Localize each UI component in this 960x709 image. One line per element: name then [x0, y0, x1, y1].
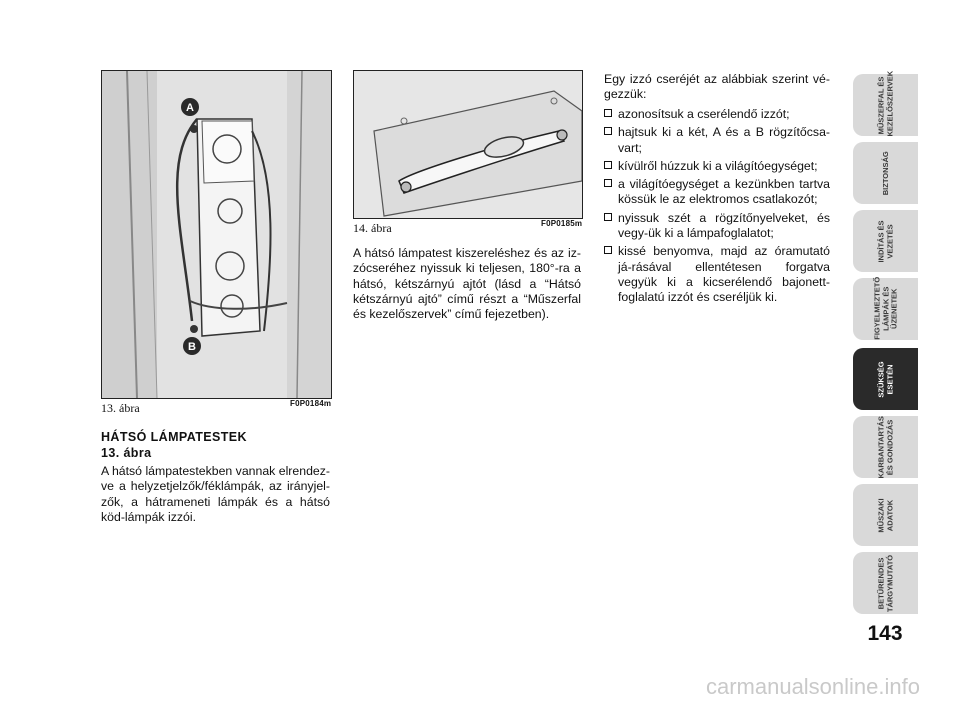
step-item [604, 125, 830, 156]
checkbox-bullet-icon [604, 109, 612, 117]
checkbox-bullet-icon [604, 179, 612, 187]
step-item [604, 177, 830, 208]
step-text: hajtsuk ki a két, A és a B rögzítőcsa-vart; [618, 125, 830, 155]
section-intro: A hátsó lámpatestekben vannak elrendez-ve a helyzetjelzők/féklámpák, az irányjel-zők, a hátrameneti lámpák és a hátsó köd-lámpák izzói. [101, 464, 331, 524]
step-text: nyissuk szét a rögzítőnyelveket, és vegy-ük ki a lámpafoglalatot; [618, 210, 830, 241]
step-text: a világítóegységet a kezünkben tartva kössük le az elektromos csatlakozót; [618, 177, 830, 207]
replacement-intro: Egy izzó cseréjét az alábbiak szerint vé-gezzük: [604, 72, 830, 102]
section-title: HÁTSÓ LÁMPATESTEK [101, 430, 247, 444]
tab-emergency[interactable]: SZÜKSÉG ESETÉN [853, 348, 918, 410]
door-hinge-illustration [354, 71, 582, 218]
step-text: kívülről húzzuk ki a világítóegységet; [618, 158, 818, 173]
tab-starting-driving[interactable]: INDÍTÁS ÉS VEZETÉS [853, 210, 918, 272]
tab-dashboard-controls[interactable]: MŰSZERFAL ÉS KEZELŐSZERVEK [853, 74, 918, 136]
tab-maintenance[interactable]: KARBANTARTÁS ÉS GONDOZÁS [853, 416, 918, 478]
door-opening-instructions: A hátsó lámpatest kiszereléshez és az iz-zócseréhez nyissuk ki teljesen, 180°-ra a hátsó, kétszárnyú ajtót (lásd a “Hátsó kétszárnyú ajtó” című részt a “Műszerfal és kezelőszervek” című fejezetben). [353, 246, 581, 322]
step-text: azonosítsuk a cserélendő izzót; [618, 107, 790, 121]
section-subtitle: 13. ábra [101, 446, 152, 460]
checkbox-bullet-icon [604, 213, 612, 221]
figure-13-caption: 13. ábra [101, 401, 140, 415]
step-text: kissé benyomva, majd az óramutató já-rásával ellentétesen forgatva vegyük ki a kicserélendő bajonett-foglalatú izzót és cseréljük ki. [618, 244, 830, 305]
figure-13-image [101, 70, 332, 399]
tab-index[interactable]: BETŰRENDES TÁRGYMUTATÓ [853, 552, 918, 614]
replacement-steps [604, 107, 830, 309]
checkbox-bullet-icon [604, 161, 612, 169]
step-item [604, 244, 830, 305]
tab-safety[interactable]: BIZTONSÁG [853, 142, 918, 204]
figure-14-code: F0P0185m [541, 219, 583, 228]
tab-warning-lights[interactable]: FIGYELMEZTETŐ LÁMPÁK ÉS ÜZENETEK [853, 278, 918, 340]
page-number: 143 [867, 622, 903, 645]
watermark: carmanualsonline.info [705, 674, 920, 699]
tab-technical-data[interactable]: MŰSZAKI ADATOK [853, 484, 918, 546]
step-item [604, 211, 830, 242]
step-item [604, 159, 830, 174]
rear-lamp-illustration [102, 71, 331, 398]
callout-b: B [188, 341, 196, 353]
figure-14-image [353, 70, 583, 219]
checkbox-bullet-icon [604, 246, 612, 254]
checkbox-bullet-icon [604, 127, 612, 135]
step-item [604, 107, 830, 122]
callout-a: A [186, 102, 194, 114]
figure-13-code: F0P0184m [290, 399, 332, 408]
figure-14-caption: 14. ábra [353, 221, 392, 235]
